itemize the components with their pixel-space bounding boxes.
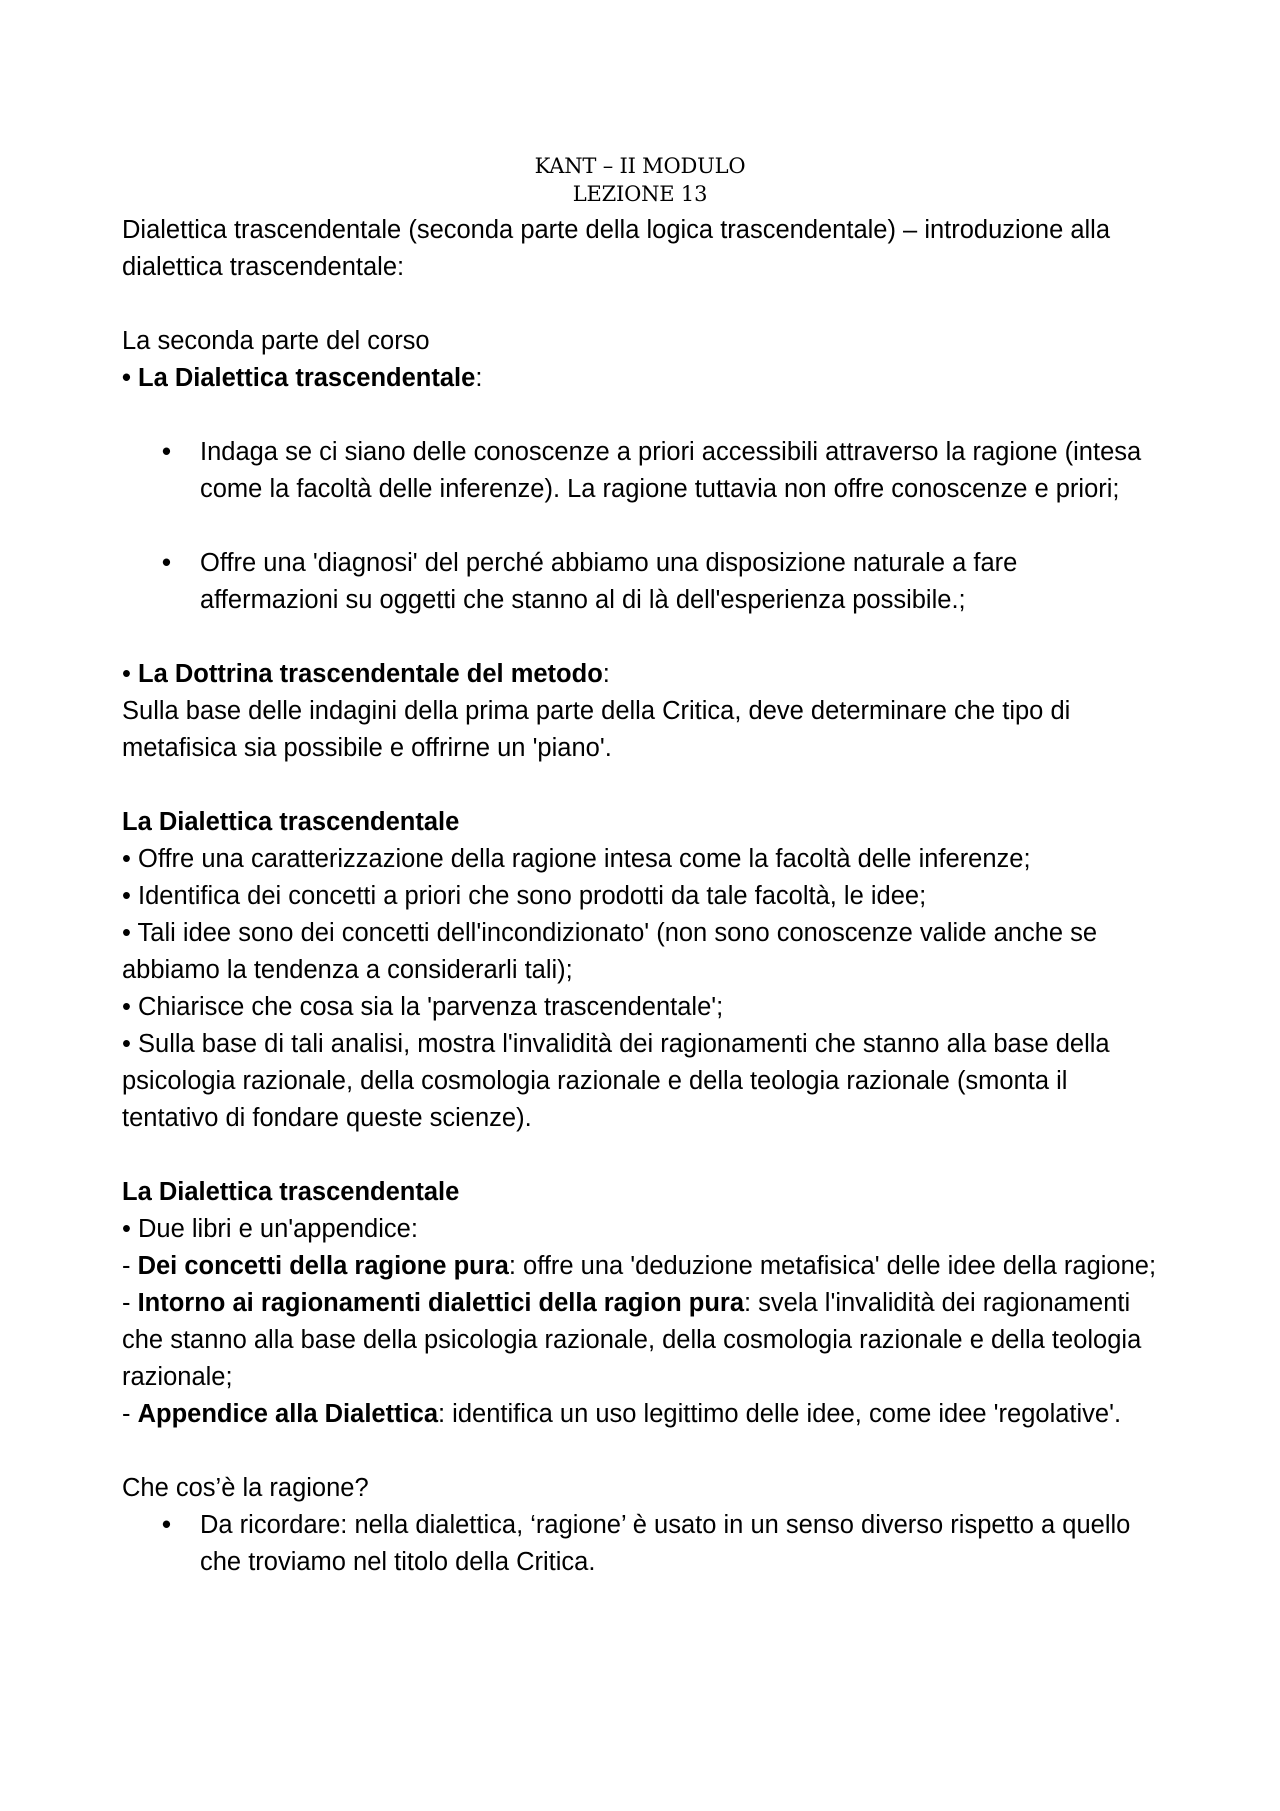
section3-list (122, 1507, 1162, 1581)
list-item: • Sulla base di tali analisi, mostra l'invalidità dei ragionamenti che stanno alla base della psicologia razionale, della cosmologia razionale e della teologia razionale (smonta il tentativo di fondare queste scienze). (122, 1030, 1110, 1132)
list-item: - Dei concetti della ragione pura: offre una 'deduzione metafisica' delle idee della ragione; (122, 1252, 1157, 1280)
section2-heading: La Dialettica trascendentale (122, 1178, 460, 1206)
course-title: KANT – II MODULO (534, 154, 746, 178)
dottrina-label: La Dottrina trascendentale del metodo (138, 660, 603, 688)
section2-intro: • Due libri e un'appendice: (122, 1215, 418, 1243)
list-item: • Offre una caratterizzazione della ragione intesa come la facoltà delle inferenze; (122, 845, 1031, 873)
list-item: • Da ricordare: nella dialettica, ‘ragione’ è usato in un senso diverso rispetto a quello che troviamo nel titolo della Critica. (122, 1507, 1162, 1581)
list-item: • Indaga se ci siano delle conoscenze a priori accessibili attraverso la ragione (intesa come la facoltà delle inferenze). La ragione tuttavia non offre conoscenze e priori; (122, 434, 1162, 508)
dialettica-label: La Dialettica trascendentale (138, 364, 476, 392)
intro-title: Dialettica trascendentale (seconda parte della logica trascendentale) – introduzione alla dialettica trascendentale: (122, 216, 1111, 281)
section3-question: Che cos’è la ragione? (122, 1474, 369, 1502)
lesson-number: LEZIONE 13 (572, 182, 708, 206)
dialettica-sublist (122, 434, 1162, 508)
section1-heading: La Dialettica trascendentale (122, 808, 460, 836)
list-item: - Intorno ai ragionamenti dialettici della ragion pura: svela l'invalidità dei ragionamenti che stanno alla base della psicologia razionale, della cosmologia razionale e della teologia razionale; (122, 1289, 1142, 1391)
dialettica-bullet: • La Dialettica trascendentale: (122, 364, 483, 392)
part2-lead: La seconda parte del corso (122, 327, 430, 355)
list-item: • Offre una 'diagnosi' del perché abbiamo una disposizione naturale a fare affermazioni su oggetti che stanno al di là dell'esperienza possibile.; (122, 545, 1162, 619)
dottrina-text: Sulla base delle indagini della prima parte della Critica, deve determinare che tipo di metafisica sia possibile e offrirne un 'piano'. (122, 697, 1071, 762)
document-body (122, 212, 1162, 1581)
dialettica-sublist-2 (122, 545, 1162, 619)
dottrina-bullet: • La Dottrina trascendentale del metodo: (122, 660, 610, 688)
list-item: - Appendice alla Dialettica: identifica un uso legittimo delle idee, come idee 'regolative'. (122, 1400, 1122, 1428)
list-item: • Identifica dei concetti a priori che sono prodotti da tale facoltà, le idee; (122, 882, 927, 910)
document-header (0, 152, 1280, 208)
list-item: • Chiarisce che cosa sia la 'parvenza trascendentale'; (122, 993, 724, 1021)
list-item: • Tali idee sono dei concetti dell'incondizionato' (non sono conoscenze valide anche se abbiamo la tendenza a considerarli tali); (122, 919, 1098, 984)
